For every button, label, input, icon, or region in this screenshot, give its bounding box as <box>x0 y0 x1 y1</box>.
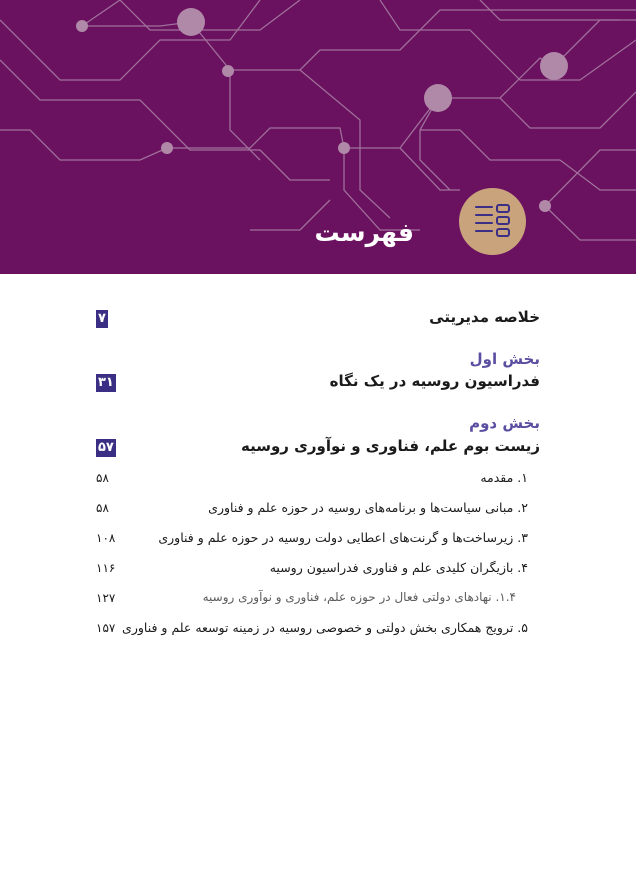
toc-page-number: ۷ <box>98 311 106 326</box>
toc-entry[interactable] <box>0 498 636 520</box>
toc-entry[interactable] <box>0 528 636 550</box>
toc-entry-sub[interactable] <box>0 588 636 610</box>
toc-entry-label: ۴. بازیگران کلیدی علم و فناوری فدراسیون روسیه <box>269 560 528 575</box>
toc-entry-label: فدراسیون روسیه در یک نگاه <box>329 372 540 390</box>
toc-page-number: ۱۲۷ <box>96 591 116 605</box>
menu-badge <box>459 188 526 255</box>
list-menu-icon <box>459 188 526 255</box>
header-banner <box>0 0 636 274</box>
toc-page-number: ۵۷ <box>98 440 114 455</box>
toc-entry-label: ۵. ترویج همکاری بخش دولتی و خصوصی روسیه در زمینه توسعه علم و فناوری <box>122 620 528 635</box>
toc-entry-label: ۱. مقدمه <box>480 470 528 485</box>
toc-entry[interactable] <box>0 558 636 580</box>
toc-entry-executive-summary[interactable] <box>0 308 636 330</box>
toc-page-number: ۵۸ <box>96 501 109 515</box>
toc-entry-part1[interactable] <box>0 372 636 394</box>
toc-entry[interactable] <box>0 618 636 640</box>
toc-entry-label: ۱.۴. نهادهای دولتی فعال در حوزه علم، فناوری و نوآوری روسیه <box>202 590 516 604</box>
toc-page-number: ۱۵۷ <box>96 621 116 635</box>
page-title: فهرست <box>314 218 414 247</box>
toc-entry[interactable] <box>0 468 636 490</box>
toc-page-number: ۱۰۸ <box>96 531 116 545</box>
section-heading-part2: بخش دوم <box>469 414 540 432</box>
toc-entry-part2[interactable] <box>0 437 636 459</box>
section-heading-part1: بخش اول <box>469 350 540 368</box>
toc-page-number: ۵۸ <box>96 471 109 485</box>
toc-entry-label: خلاصه مدیریتی <box>429 308 540 326</box>
toc-entry-label: زیست بوم علم، فناوری و نوآوری روسیه <box>240 437 540 455</box>
toc-page-number: ۳۱ <box>98 375 114 390</box>
toc-page-number: ۱۱۶ <box>96 561 116 575</box>
toc-entry-label: ۲. مبانی سیاست‌ها و برنامه‌های روسیه در حوزه علم و فناوری <box>208 500 528 515</box>
toc-entry-label: ۳. زیرساخت‌ها و گرنت‌های اعطایی دولت روسیه در حوزه علم و فناوری <box>158 530 528 545</box>
